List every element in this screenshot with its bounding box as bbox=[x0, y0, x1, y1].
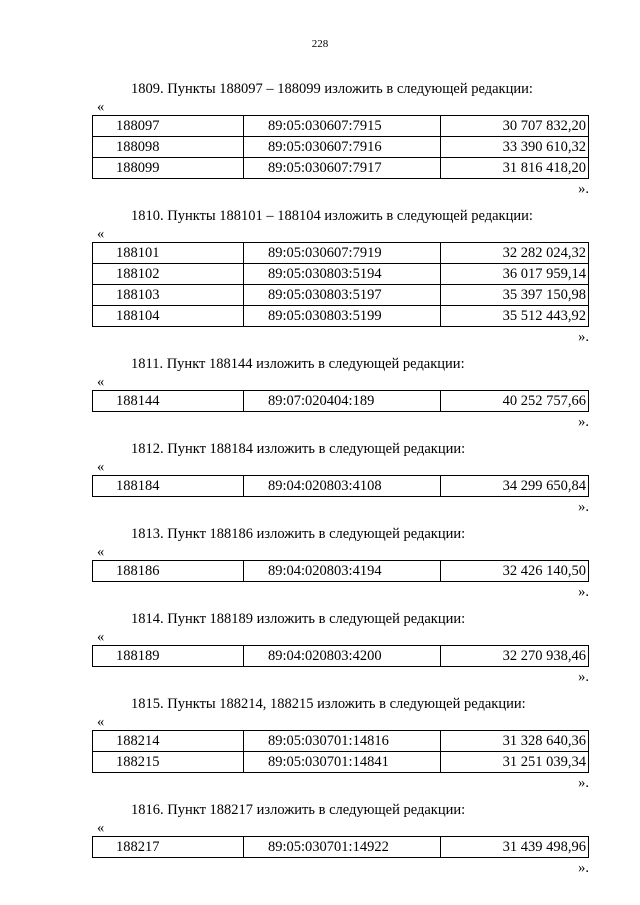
cadastral-number-cell: 89:05:030701:14922 bbox=[244, 837, 441, 858]
value-cell: 32 270 938,46 bbox=[441, 646, 589, 667]
amendment-section bbox=[0, 694, 640, 793]
table-row bbox=[93, 158, 589, 179]
cadastral-number-cell: 89:05:030701:14816 bbox=[244, 731, 441, 752]
closing-quote: ». bbox=[578, 860, 589, 876]
table-row bbox=[93, 137, 589, 158]
opening-quote: « bbox=[97, 226, 105, 242]
item-number-cell: 188184 bbox=[93, 476, 244, 497]
item-number-cell: 188217 bbox=[93, 837, 244, 858]
table-row bbox=[93, 243, 589, 264]
cadastral-number-cell: 89:05:030803:5197 bbox=[244, 285, 441, 306]
amendment-table bbox=[92, 560, 589, 582]
table-row bbox=[93, 476, 589, 497]
value-cell: 31 816 418,20 bbox=[441, 158, 589, 179]
amendment-section bbox=[0, 439, 640, 517]
amendment-table bbox=[92, 115, 589, 179]
amendment-section bbox=[0, 354, 640, 432]
closing-quote: ». bbox=[578, 669, 589, 685]
value-cell: 31 251 039,34 bbox=[441, 752, 589, 773]
item-number-cell: 188098 bbox=[93, 137, 244, 158]
document-body bbox=[0, 79, 640, 885]
cadastral-number-cell: 89:04:020803:4200 bbox=[244, 646, 441, 667]
amendment-heading: 1815. Пункты 188214, 188215 изложить в следующей редакции: bbox=[131, 696, 526, 712]
opening-quote: « bbox=[97, 714, 105, 730]
value-cell: 32 426 140,50 bbox=[441, 561, 589, 582]
amendment-table bbox=[92, 390, 589, 412]
item-number-cell: 188097 bbox=[93, 116, 244, 137]
opening-quote: « bbox=[97, 374, 105, 390]
cadastral-number-cell: 89:05:030607:7916 bbox=[244, 137, 441, 158]
closing-quote: ». bbox=[578, 181, 589, 197]
amendment-section bbox=[0, 206, 640, 347]
value-cell: 35 512 443,92 bbox=[441, 306, 589, 327]
item-number-cell: 188103 bbox=[93, 285, 244, 306]
value-cell: 34 299 650,84 bbox=[441, 476, 589, 497]
opening-quote: « bbox=[97, 459, 105, 475]
item-number-cell: 188189 bbox=[93, 646, 244, 667]
table-row bbox=[93, 306, 589, 327]
opening-quote: « bbox=[97, 820, 105, 836]
cadastral-number-cell: 89:05:030803:5194 bbox=[244, 264, 441, 285]
closing-quote: ». bbox=[578, 329, 589, 345]
opening-quote: « bbox=[97, 99, 105, 115]
table-row bbox=[93, 391, 589, 412]
value-cell: 30 707 832,20 bbox=[441, 116, 589, 137]
closing-quote: ». bbox=[578, 775, 589, 791]
opening-quote: « bbox=[97, 629, 105, 645]
item-number-cell: 188104 bbox=[93, 306, 244, 327]
amendment-table bbox=[92, 475, 589, 497]
value-cell: 40 252 757,66 bbox=[441, 391, 589, 412]
value-cell: 35 397 150,98 bbox=[441, 285, 589, 306]
closing-quote: ». bbox=[578, 414, 589, 430]
cadastral-number-cell: 89:05:030607:7915 bbox=[244, 116, 441, 137]
page-number: 228 bbox=[311, 38, 329, 50]
amendment-heading: 1814. Пункт 188189 изложить в следующей редакции: bbox=[131, 611, 466, 627]
table-row bbox=[93, 752, 589, 773]
table-row bbox=[93, 731, 589, 752]
item-number-cell: 188102 bbox=[93, 264, 244, 285]
amendment-heading: 1810. Пункты 188101 – 188104 изложить в следующей редакции: bbox=[131, 208, 533, 224]
table-row bbox=[93, 646, 589, 667]
value-cell: 31 439 498,96 bbox=[441, 837, 589, 858]
amendment-section bbox=[0, 79, 640, 199]
item-number-cell: 188099 bbox=[93, 158, 244, 179]
closing-quote: ». bbox=[578, 584, 589, 600]
item-number-cell: 188144 bbox=[93, 391, 244, 412]
amendment-section bbox=[0, 609, 640, 687]
cadastral-number-cell: 89:05:030701:14841 bbox=[244, 752, 441, 773]
amendment-section bbox=[0, 524, 640, 602]
item-number-cell: 188186 bbox=[93, 561, 244, 582]
cadastral-number-cell: 89:05:030607:7917 bbox=[244, 158, 441, 179]
amendment-heading: 1811. Пункт 188144 изложить в следующей редакции: bbox=[131, 356, 465, 372]
table-row bbox=[93, 116, 589, 137]
opening-quote: « bbox=[97, 544, 105, 560]
amendment-table bbox=[92, 836, 589, 858]
amendment-table bbox=[92, 645, 589, 667]
cadastral-number-cell: 89:05:030803:5199 bbox=[244, 306, 441, 327]
cadastral-number-cell: 89:07:020404:189 bbox=[244, 391, 441, 412]
value-cell: 31 328 640,36 bbox=[441, 731, 589, 752]
amendment-table bbox=[92, 730, 589, 773]
amendment-table bbox=[92, 242, 589, 327]
amendment-heading: 1809. Пункты 188097 – 188099 изложить в следующей редакции: bbox=[131, 81, 533, 97]
closing-quote: ». bbox=[578, 499, 589, 515]
item-number-cell: 188215 bbox=[93, 752, 244, 773]
value-cell: 33 390 610,32 bbox=[441, 137, 589, 158]
cadastral-number-cell: 89:05:030607:7919 bbox=[244, 243, 441, 264]
table-row bbox=[93, 561, 589, 582]
value-cell: 36 017 959,14 bbox=[441, 264, 589, 285]
item-number-cell: 188101 bbox=[93, 243, 244, 264]
amendment-heading: 1816. Пункт 188217 изложить в следующей редакции: bbox=[131, 802, 466, 818]
amendment-heading: 1813. Пункт 188186 изложить в следующей редакции: bbox=[131, 526, 466, 542]
cadastral-number-cell: 89:04:020803:4194 bbox=[244, 561, 441, 582]
amendment-heading: 1812. Пункт 188184 изложить в следующей редакции: bbox=[131, 441, 466, 457]
amendment-section bbox=[0, 800, 640, 878]
table-row bbox=[93, 285, 589, 306]
table-row bbox=[93, 264, 589, 285]
table-row bbox=[93, 837, 589, 858]
item-number-cell: 188214 bbox=[93, 731, 244, 752]
value-cell: 32 282 024,32 bbox=[441, 243, 589, 264]
cadastral-number-cell: 89:04:020803:4108 bbox=[244, 476, 441, 497]
